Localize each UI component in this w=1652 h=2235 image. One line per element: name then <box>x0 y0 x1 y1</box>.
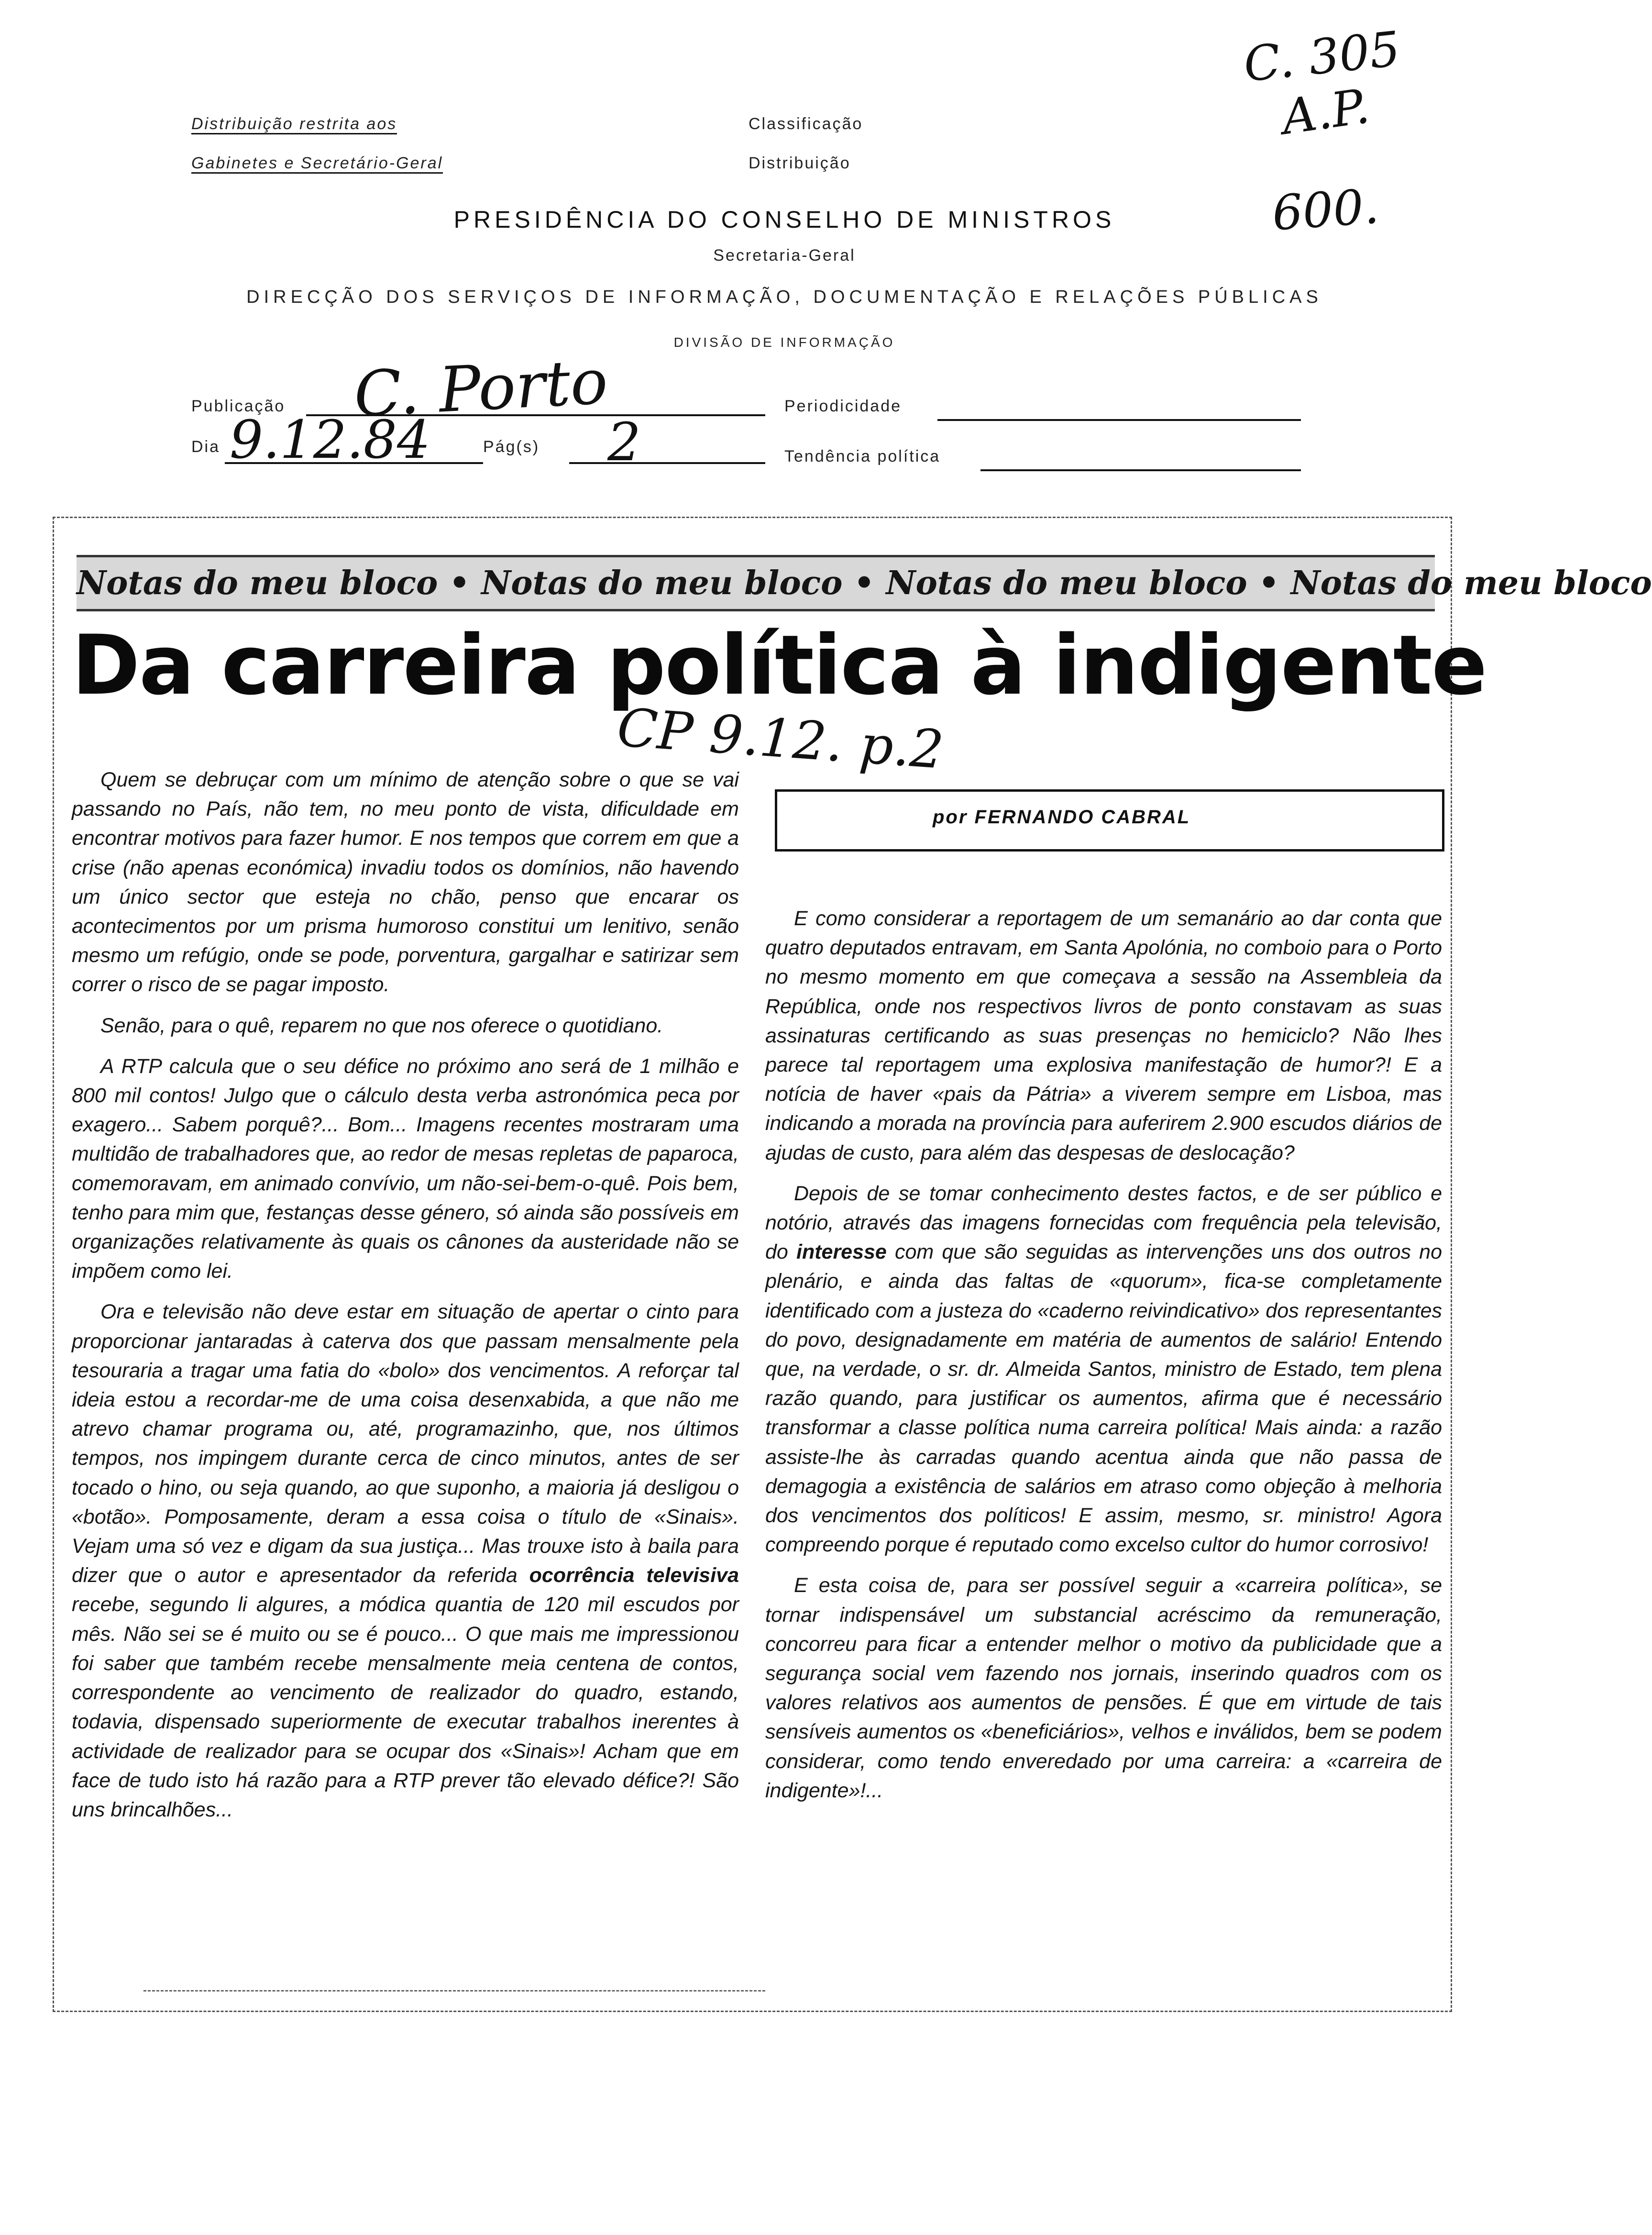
pags-value: 2 <box>607 411 641 473</box>
right-paragraph-2 <box>765 1179 1442 1560</box>
handwritten-corner-1: C. 305 <box>1241 21 1403 93</box>
tendencia-label: Tendência política <box>784 447 941 465</box>
right-paragraph-2-emphasis: interesse <box>796 1240 887 1264</box>
divisao-informacao: DIVISÃO DE INFORMAÇÃO <box>673 335 895 350</box>
left-paragraph-4-start: Ora e televisão não deve estar em situação de apertar o cinto para proporcionar jantaradas à caterva dos que passam mensalmente pela tesouraria a tragar uma fatia do «bolo» dos vencimentos. A reforçar tal ideia estou a recordar-me de uma coisa desenxabida, a que não me atrevo chamar programa ou, até, programazinho, que, nos últimos tempos, nos impingem durante cerca de cinco minutos, antes de ser tocado o hino, ou seja quando, ao que suponho, a maioria já desligou o «botão». Pomposamente, deram a essa coisa o título de «Sinais». Vejam uma só vez e digam da sua justiça... Mas trouxe isto à baila para dizer que o autor e apresentador da referida <box>72 1300 739 1587</box>
left-paragraph-4-end: recebe, segundo li algures, a módica quantia de 120 mil escudos por mês. Não sei se é muito ou se é pouco... O que mais me impressionou foi saber que também recebe mensalmente meia centena de contos, correspondente ao vencimento de realizador do quadro, estando, todavia, dispensado superiormente de executar trabalhos inerentes à actividade de realizador para se ocupar dos «Sinais»! Acham que em face de tudo isto há razão para a RTP prever tão elevado défice?! São uns brincalhões... <box>72 1593 739 1821</box>
pags-field <box>569 459 765 464</box>
right-paragraph-2-end: com que são seguidas as intervenções uns dos outros no plenário, e ainda das faltas de «quorum», fica-se completamente identificado com a justeza do «caderno reivindicativo» dos representantes do povo, designadamente em matéria de aumentos de salário! Entendo que, na verdade, o sr. dr. Almeida Santos, ministro de Estado, tem plena razão quando, para justificar os aumentos, afirma que é necessário transformar a classe política numa carreira política! Mais ainda: a razão assiste-lhe às carradas quando acentua ainda que não passa de demagogia a existência de salários em atraso como objeção à melhoria dos vencimentos dos políticos! E assim, mesmo, sr. ministro! Agora compreendo porque é reputado como excelso cultor do humor corrosivo! <box>765 1240 1442 1557</box>
handwritten-corner-2: A.P. <box>1278 77 1373 146</box>
periodicidade-label: Periodicidade <box>784 397 902 415</box>
handwritten-reference: CP 9.12. p.2 <box>615 697 946 781</box>
direccao-servicos: DIRECÇÃO DOS SERVIÇOS DE INFORMAÇÃO, DOCUMENTAÇÃO E RELAÇÕES PÚBLICAS <box>246 287 1322 307</box>
tendencia-field <box>980 466 1301 471</box>
dia-label: Dia <box>191 438 220 456</box>
byline: por FERNANDO CABRAL <box>933 807 1191 828</box>
right-paragraph-3: E esta coisa de, para ser possível seguir a «carreira política», se tornar indispensável um substancial acréscimo da remuneração, concorreu para ficar a entender melhor o motivo da publicidade que a segurança social vem fazendo nos jornais, inserindo quadros com os valores relativos aos aumentos de pensões. É que em virtude de tais sensíveis aumentos os «beneficiários», velhos e inválidos, bem se podem considerar, como tendo enveredado por uma carreira: a «carreira de indigente»!... <box>765 1574 1442 1802</box>
right-paragraph-1: E como considerar a reportagem de um semanário ao dar conta que quatro deputados entravam, em Santa Apolónia, no comboio para o Porto no mesmo momento em que começava a sessão na Assembleia da República, onde nos respectivos livros de ponto constavam as suas assinaturas certificando as suas presenças no hemiciclo? Não lhes parece tal reportagem uma explosiva manifestação de humor?! E a notícia de haver «pais da Pátria» a viverem sempre em Lisboa, mas indicando a morada na província para auferirem 2.900 escudos diários de ajudas de custo, para além das despesas de deslocação? <box>765 907 1442 1164</box>
left-paragraph-4-emphasis: ocorrência televisiva <box>529 1564 739 1587</box>
distribution-gabinetes <box>191 154 443 173</box>
publicacao-value: C. Porto <box>352 345 610 431</box>
headline: Da carreira política à indigente <box>72 617 1487 713</box>
bottom-divider <box>143 1990 765 1992</box>
right-column <box>765 904 1442 1817</box>
distribution-line-2: Gabinetes e Secretário-Geral <box>191 154 443 174</box>
distribution-restrita <box>191 115 397 133</box>
secretaria-geral: Secretaria-Geral <box>713 246 856 265</box>
handwritten-corner-3: 600. <box>1270 178 1381 242</box>
left-paragraph-2: Senão, para o quê, reparem no que nos oferece o quotidiano. <box>100 1014 663 1037</box>
left-paragraph-4 <box>72 1297 739 1825</box>
distribuicao-label: Distribuição <box>749 154 851 172</box>
dia-value: 9.12.84 <box>230 409 430 470</box>
periodicidade-field <box>937 416 1301 421</box>
column-banner: Notas do meu bloco • Notas do meu bloco • Notas do meu bloco • Notas do meu bloco <box>77 555 1435 611</box>
left-column <box>72 765 739 1836</box>
publicacao-label: Publicação <box>191 397 286 415</box>
presidencia-title: PRESIDÊNCIA DO CONSELHO DE MINISTROS <box>453 206 1115 233</box>
right-paragraph-2-start: Depois de se tomar conhecimento destes factos, e de ser público e notório, através das imagens fornecidas com frequência pela televisão, do <box>765 1182 1442 1264</box>
left-paragraph-1: Quem se debruçar com um mínimo de atenção sobre o que se vai passando no País, não tem, no meu ponto de vista, dificuldade em encontrar motivos para fazer humor. E nos tempos que correm em que a crise (não apenas económica) invadiu todos os domínios, não havendo um único sector que esteja no chão, penso que encarar os acontecimentos por um prisma humoroso constitui um lenitivo, senão mesmo um refúgio, onde se pode, porventura, gargalhar e satirizar sem correr o risco de se pagar imposto. <box>72 768 739 996</box>
pags-label: Pág(s) <box>483 438 540 456</box>
classificacao-label: Classificação <box>749 115 863 133</box>
distribution-line-1: Distribuição restrita aos <box>191 115 397 134</box>
left-paragraph-3: A RTP calcula que o seu défice no próximo ano será de 1 milhão e 800 mil contos! Julgo que o cálculo desta verba astronómica peca por exagero... Sabem porquê?... Bom... Imagens recentes mostraram uma multidão de trabalhadores que, ao redor de mesas repletas de paparoca, comemoravam, em animado convívio, um não-sei-bem-o-quê. Pois bem, tenho para mim que, festanças desse género, só ainda são possíveis em organizações relativamente às quais os cânones da austeridade não se impõem como lei. <box>72 1054 739 1283</box>
